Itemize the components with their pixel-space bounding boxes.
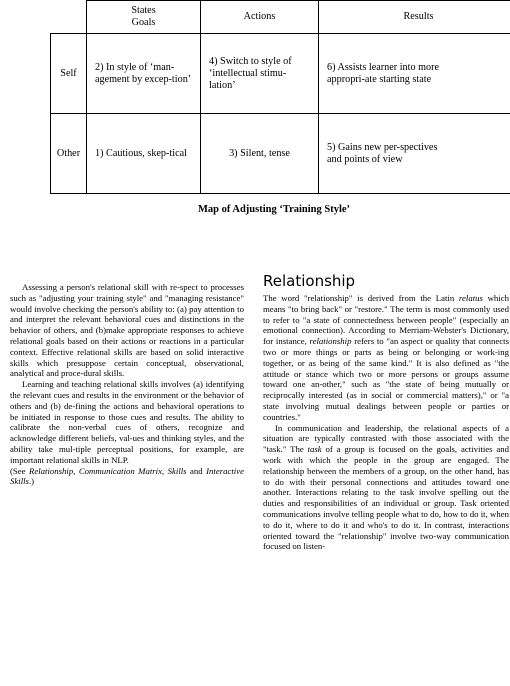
cell-other-actions: 3) Silent, tense — [229, 147, 290, 159]
table-corner-cell — [51, 1, 87, 34]
see-prefix: (See — [10, 465, 29, 476]
see-end: .) — [28, 476, 35, 487]
paragraph: Assessing a person's relational skill with re-spect to processes such as "adjusting your training style" and "managing resistance" would involve checking the person's ability to: (a) pay attention to and interpret the relevant behavioral cues and distinctions in the behavior of others, and (b)make appropriate responses to achieve relational goals based on their actions or reactions in a particular context. Effective relational skills are based on solid interactive skills which presuppose certain conceptual, observational, analytical and proce-dural skills. — [10, 282, 244, 379]
header-states-goals — [87, 1, 201, 34]
table-cell — [319, 114, 510, 194]
term-relationship: relationship — [309, 336, 352, 347]
see-link-relationship[interactable]: Relationship — [28, 465, 74, 476]
text-run: In communication and leadership, the relational aspects of a situation are typically contrasted with those associated with the "task." The — [263, 422, 509, 455]
left-column — [10, 282, 244, 487]
cell-self-results: 6) Assists learner into more appropri-ate starting state — [327, 61, 440, 85]
header-actions: Actions — [201, 1, 319, 34]
paragraph — [263, 293, 509, 423]
text-run: refers to "an aspect or quality that connects two or more things or parts as being or belonging or work-ing together, or as being of the same kind." It is also defined as "the attitude or stance which two or more persons or groups assume toward one an-other," such as "the state of being mutually or reciprocally interested (as in social or commercial matters)," or "a state involving mutual dealings between people or parties or countries." — [263, 336, 509, 422]
section-title: Relationship — [263, 272, 356, 290]
see-also-note — [10, 466, 244, 488]
term-task: task — [307, 444, 322, 455]
term-relatus: relatus — [458, 293, 483, 303]
see-and: and — [186, 465, 207, 476]
see-separator: , — [162, 465, 168, 476]
text-run: which means "to bring back" or "restore." The term is most commonly used to refer to "a state of connectedness between people" (especially an emotional connection). According to Merriam-Webster's Dictionary, for instance, — [263, 293, 509, 347]
see-link-interactive-skills[interactable]: Interactive Skills — [10, 465, 244, 487]
table-cell — [87, 114, 201, 194]
cell-self-actions: 4) Switch to style of ‘intellectual stimu-lation’ — [209, 55, 292, 91]
cell-self-states: 2) In style of ‘man-agement by excep-tion’ — [95, 61, 192, 85]
cell-other-states: 1) Cautious, skep-tical — [95, 147, 187, 159]
table-cell — [319, 34, 510, 114]
cell-other-results: 5) Gains new per-spectives and points of view — [327, 141, 438, 165]
row-label-self: Self — [51, 34, 87, 114]
see-link-communication-matrix[interactable]: Communication Matrix — [78, 465, 162, 476]
see-separator: , — [73, 465, 79, 476]
header-states: States — [131, 5, 156, 16]
paragraph — [263, 423, 509, 553]
text-run: The word "relationship" is derived from the Latin — [263, 293, 459, 303]
header-results: Results — [319, 1, 510, 34]
table-caption: Map of Adjusting ‘Training Style’ — [197, 204, 351, 215]
paragraph: Learning and teaching relational skills involves (a) identifying the relevant cues and results in the environment or the behavior of others and (b) de-fining the actions and behavioral operations to be initiated in response to those cues and results. The ability to calibrate the non-verbal cues of others, recognize and acknowledge different beliefs, val-ues and thinking styles, and the ability take mul-tiple perceptual positions, for example, are important relational skills in NLP. — [10, 379, 244, 465]
table-cell — [87, 34, 201, 114]
text-run: of a group is focused on the goals, activities and work with which the people in the group are engaged. The relationship between the members of a group, on the other hand, has to do with their personal connections and attitudes toward one another. Interactions relating to the task involve spelling out the duties and responsibilities of an individual or group. Task oriented communications involve telling people what to do, how to do it, when to do it, where to do it and who's to do it. In contrast, interactions oriented toward the "relationship" involve two-way communication focused on listen- — [263, 444, 510, 552]
table-cell — [201, 34, 319, 114]
header-goals: Goals — [131, 17, 156, 28]
right-column — [263, 293, 509, 552]
row-label-other: Other — [51, 114, 87, 194]
adjusting-style-map-table — [50, 0, 510, 194]
table-cell — [201, 114, 319, 194]
see-link-skills[interactable]: Skills — [167, 465, 187, 476]
